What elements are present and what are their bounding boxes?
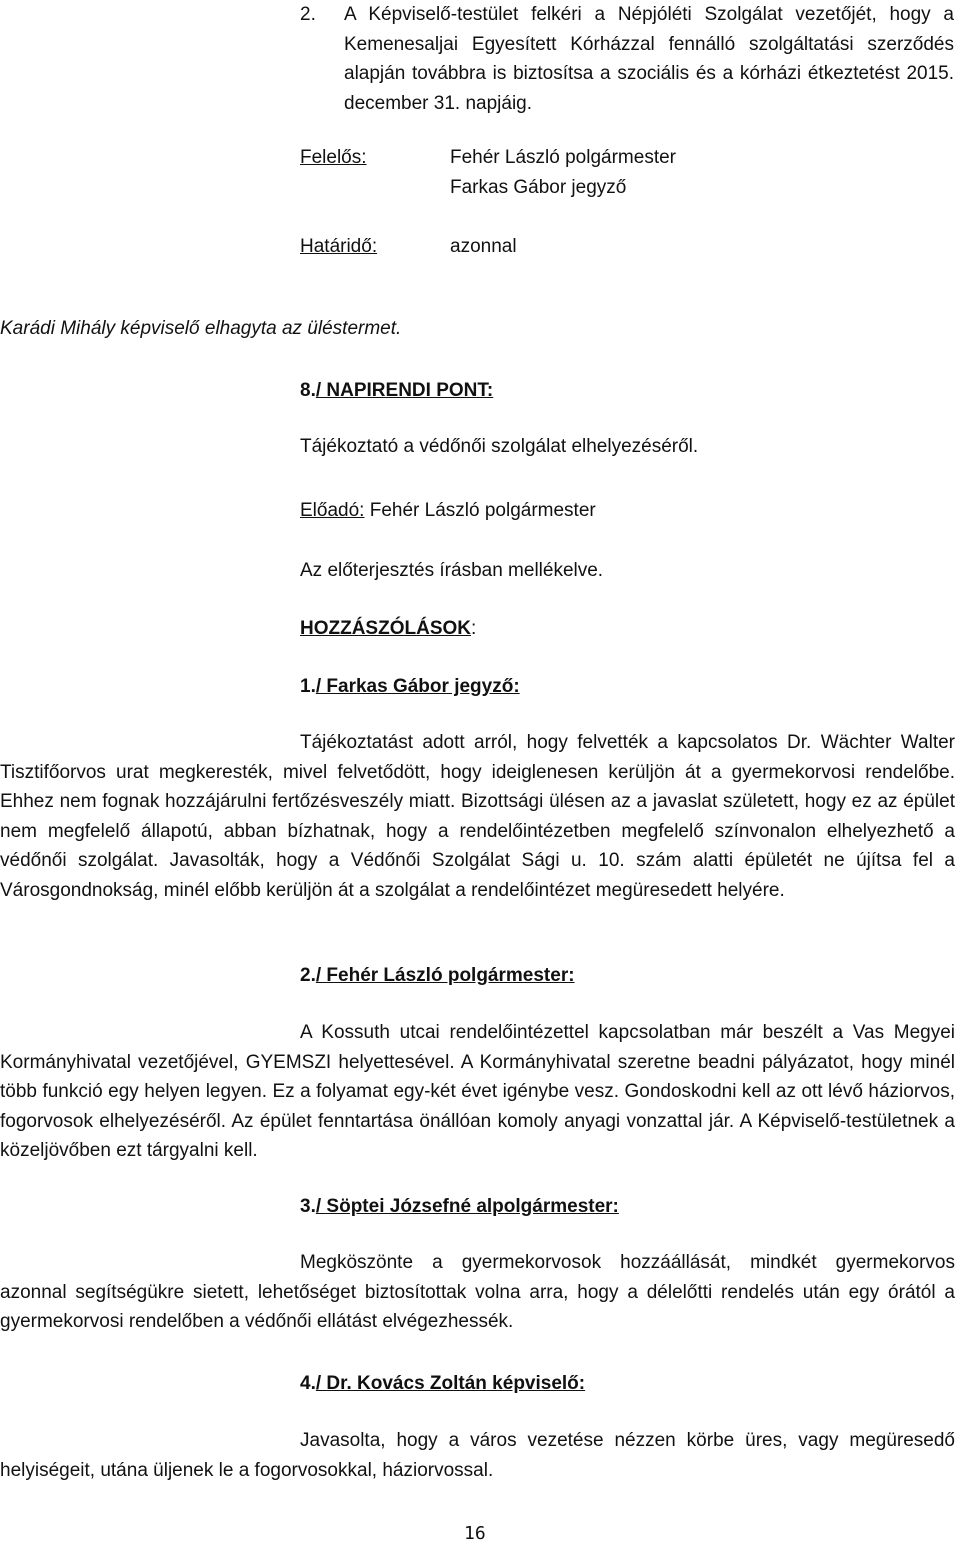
- comment-heading-1: [300, 672, 520, 702]
- page-number: 16: [464, 1523, 486, 1544]
- comment-number-2: 2.: [300, 965, 316, 986]
- responsible-label: Felelős:: [300, 147, 367, 168]
- comment-speaker-1: / Farkas Gábor jegyző:: [315, 676, 520, 697]
- comment-number-4: 4.: [300, 1373, 316, 1394]
- comments-heading-colon: :: [471, 618, 477, 639]
- comment-text-3: Megköszönte a gyermekorvosok hozzáállását, mindkét gyermekorvos azonnal segítségükre sietett, lehetőséget biztosítottak volna arra, hogy a délelőtti rendelés után egy órától a gyermekorvosi rendelőben a védőnői ellátást elvégezhessék.: [0, 1252, 955, 1332]
- comment-number-3: 3.: [300, 1196, 316, 1217]
- attachment-note: Az előterjesztés írásban mellékelve.: [300, 560, 604, 581]
- presenter-label: Előadó:: [300, 500, 365, 521]
- comment-text-1: Tájékoztatást adott arról, hogy felvették a kapcsolatos Dr. Wächter Walter Tisztifőorvos urat megkeresték, mivel felvetődött, hogy ideiglenesen kerüljön át a gyermekorvosi rendelőbe. Ehhez nem fognak hozzájárulni fertőzésveszély miatt. Bizottsági ülésen az a javaslat született, hogy ez az épület nem megfelelő állapotú, abban bízhatnak, hogy a rendelőintézetben megfelelő színvonalon elhelyezhető a védőnői szolgálat. Javasolták, hogy a Védőnői Szolgálat Sági u. 10. szám alatti épületét ne újítsa fel a Városgondnokság, minél előbb kerüljön át a szolgálat a rendelőintézet megüresedett helyére.: [0, 732, 955, 901]
- agenda-heading: [300, 376, 493, 406]
- agenda-title: / NAPIRENDI PONT:: [315, 380, 494, 401]
- deadline-label: Határidő:: [300, 236, 378, 257]
- session-note: Karádi Mihály képviselő elhagyta az üléstermet.: [0, 318, 402, 339]
- presenter-line: [300, 496, 596, 526]
- agenda-number: 8.: [300, 380, 316, 401]
- comment-heading-2: [300, 961, 575, 991]
- comments-heading-text: HOZZÁSZÓLÁSOK: [300, 618, 471, 639]
- presenter-name: Fehér László polgármester: [364, 500, 596, 521]
- deadline-value: azonnal: [450, 236, 517, 257]
- comment-speaker-3: / Söptei Józsefné alpolgármester:: [315, 1196, 619, 1217]
- comments-heading: [300, 614, 476, 644]
- comment-speaker-2: / Fehér László polgármester:: [315, 965, 575, 986]
- comment-text-4: Javasolta, hogy a város vezetése nézzen körbe üres, vagy megüresedő helyiségeit, utána üljenek le a fogorvosokkal, háziorvossal.: [0, 1430, 955, 1481]
- responsible-person-1: Fehér László polgármester: [450, 147, 676, 168]
- agenda-subject: Tájékoztató a védőnői szolgálat elhelyezéséről.: [300, 436, 699, 457]
- item-number-text: 2.: [300, 4, 316, 25]
- comment-number-1: 1.: [300, 676, 316, 697]
- comment-text-2: A Kossuth utcai rendelőintézettel kapcsolatban már beszélt a Vas Megyei Kormányhivatal vezetőjével, GYEMSZI helyettesével. A Kormányhivatal szeretne beadni pályázatot, hogy minél több funkció egy helyen legyen. Ez a folyamat egy-két évet igénybe vesz. Gondoskodni kell az ott lévő háziorvos, fogorvosok elhelyezéséről. Az épület fenntartása önállóan komoly anyagi vonzattal jár. A Képviselő-testületnek a közeljövőben ezt tárgyalni kell.: [0, 1022, 955, 1161]
- comment-heading-4: [300, 1369, 585, 1399]
- resolution-text: A Képviselő-testület felkéri a Népjóléti Szolgálat vezetőjét, hogy a Kemenesaljai Egyesített Kórházzal fennálló szolgáltatási szerződés alapján továbbra is biztosítsa a szociális és a kórházi étkeztetést 2015. december 31. napjáig.: [344, 4, 954, 114]
- comment-heading-3: [300, 1192, 619, 1222]
- comment-speaker-4: / Dr. Kovács Zoltán képviselő:: [315, 1373, 586, 1394]
- item-number: [300, 0, 316, 30]
- responsible-person-2: Farkas Gábor jegyző: [450, 177, 627, 198]
